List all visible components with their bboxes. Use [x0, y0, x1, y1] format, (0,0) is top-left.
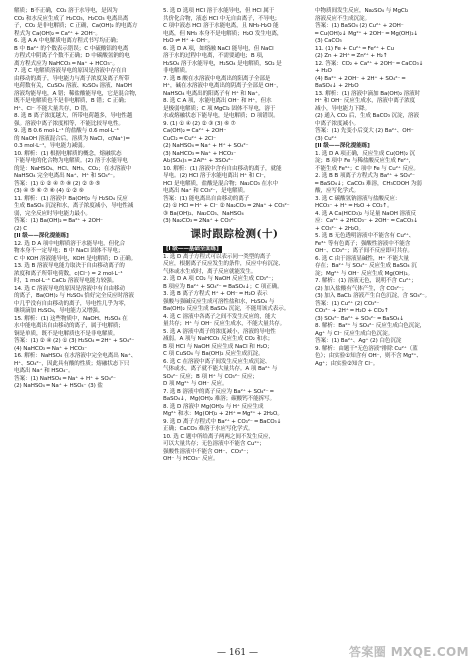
section-title: 课时跟踪检测(十) — [190, 227, 279, 240]
col2-top-line: Al₂(SO₄)₃ ═ 2Al³⁺ + 3SO₄²⁻ — [163, 158, 234, 164]
col1-line: 生成 BaSO₄ 沉淀和水，离子浓度减小，导电性减 — [14, 203, 134, 209]
col1-line: 7. 选 C 电解质溶液导电的原因是溶液中存在自 — [14, 68, 127, 74]
col1-line: 强。溶液中离子浓度相等，不能比较导电性。 — [14, 120, 124, 127]
col2-top-line: (3) Na₂CO₃ ═ 2Na⁺ + CO₃²⁻ — [163, 218, 236, 224]
col1-line: 溶液均能导电，A 错；稀盐酸能导电，它是混合物， — [14, 90, 141, 97]
col2-bottom-line: 8. 选 D 溶液中 Mg(OH)₂ 与 H⁺ 反应生成 — [163, 403, 264, 410]
col1-line: 6. 选 A A 中电解质电离方程式书写均正确； — [14, 38, 122, 44]
col1-line: (4) NaHCO₃ ═ Na⁺ + HCO₃⁻ — [14, 345, 88, 352]
col1-line: 8. 选 B 离子浓度越大，所带电荷越多，导电性越 — [14, 113, 133, 119]
level-banner: [I 级——基础全面练] — [163, 246, 222, 253]
col1-line: H⁺、SO₄²⁻，因此具有酸的性质；熔融状态下只 — [14, 360, 130, 367]
col1-line: (2) C — [14, 225, 28, 232]
col3-line: 减小，导电能力下降。 — [315, 105, 370, 112]
col1-line: 11. 解析：(1) 溶液中 Ba(OH)₂ 与 H₂SO₄ 反应 — [14, 195, 128, 202]
col2-top-line: NaHSO₄ 电离出的阳离子有 H⁺ 和 Na⁺。 — [163, 90, 264, 97]
col2-top-line: 电离出 Na⁺ 和 CO₃²⁻，是电解质。 — [163, 188, 249, 194]
col2-top-line: 溶于水的过程中电离，不需要通电；B 项， — [163, 53, 268, 59]
col1-line: C 中 KOH 溶液能导电，KOH 是电解质；D 正确。 — [14, 255, 137, 262]
col1-line: 下能导电的化合物为电解质。(2) 溶于水能导电 — [14, 158, 128, 164]
col3-line: 答案：(1) Ba²⁺、Ag⁺ (2) 白色沉淀 — [315, 338, 402, 344]
col2-top-line: ③ Ba(OH)₂、Na₂CO₃、NaHSO₄ — [163, 210, 244, 217]
col1-line: 16. 解析：NaHSO₄ 在水溶液中完全电离出 Na⁺、 — [14, 353, 137, 359]
col2-bottom-line: 3. 选 B 离子方程式 H⁺ + OH⁻ ═ H₂O 表示 — [163, 291, 268, 297]
col1-line: 9. 选 B 0.6 mol·L⁻¹ 的盐酸与 0.6 mol·L⁻¹ — [14, 128, 119, 134]
col2-top-line: 9. (1) ① ④ (2) ② ③ (3) ⑥ ⑦ — [163, 120, 236, 127]
col1-line: [II 级——深化提能练] — [14, 233, 69, 239]
col1-line: 物本身不一定导电；B 中 NaCl 固体不导电； — [14, 248, 124, 254]
col3-line: H⁺ 和 OH⁻ 反应生成水，溶液中离子浓度 — [315, 98, 416, 104]
col3-line: 12. 答案：CO₂ + Ca²⁺ + 2OH⁻ ═ CaCO₃↓ — [315, 60, 424, 67]
col2-top-line: CuCl₂ ═ Cu²⁺ + 2Cl⁻ — [163, 135, 217, 142]
col1-line: 浓度和离子所带电荷数，c(Cl⁻) = 2 mol·L⁻¹ — [14, 270, 123, 277]
col3-line: Ag⁺ 与 Cl⁻ 反应生成白色沉淀。 — [315, 330, 394, 337]
col2-bottom-line: D 项 Mg²⁺ 与 OH⁻ 反应。 — [163, 381, 228, 387]
col1-line: 答案：(1) ① ② ④ ⑦ ⑧ (2) ② ③ ⑤ — [14, 180, 101, 187]
col1-line: 13. 选 B 溶液导电能力取决于自由移动离子的 — [14, 263, 125, 269]
col2-bottom-line: B 项应为 Ba²⁺ + SO₄²⁻ ═ BaSO₄↓；C 项正确。 — [163, 283, 283, 290]
col1-line: 由移动的离子，导电能力与离子浓度及离子所带 — [14, 75, 130, 82]
col2-top-line: 是极弱电解质；C 项 MgCl₂ 固体不导电，溶于 — [163, 105, 276, 112]
col3-line: 答案：(1) Cu²⁺ (2) CO₃²⁻ — [315, 300, 380, 307]
col3-line: 11. (1) Fe + Cu²⁺ ═ Fe²⁺ + Cu — [315, 45, 394, 52]
col1-line: 答案：(1) ② ④ (2) ① (3) H₂SO₄ ═ 2H⁺ + SO₄²⁻ — [14, 338, 135, 344]
col1-line: CO₂ 和水反应生成了 H₂CO₃，H₂CO₃ 电离出离 — [14, 15, 129, 22]
col3-line: Ag⁺；由实验②知含 Cl⁻。 — [315, 360, 379, 367]
col3-line: [II 级——深化提能练] — [315, 143, 370, 149]
col2-bottom-line: 9. 选 D 离子方程式中 Ba²⁺ + CO₃²⁻ ═ BaCO₃↓ — [163, 418, 282, 425]
col1-line: 的离子，Ba(OH)₂ 与 H₂SO₄ 恰好完全反应时溶液 — [14, 293, 134, 299]
text-column-right — [315, 8, 458, 368]
col1-line: 离方程式应为 NaHCO₃ ═ Na⁺ + HCO₃⁻。 — [14, 60, 118, 67]
col2-bottom-line: 反应，根据离子反应发生的条件，反应中有沉淀、 — [163, 261, 284, 267]
col2-top-line: 电离，但 NH₃ 本身不是电解质；H₂O 发生电离， — [163, 30, 283, 37]
col3-line: 13. 解析：(1) 溶液中滴加 Ba(OH)₂ 溶液时 — [315, 90, 421, 97]
col1-line: 中几乎没有自由移动的离子，导电性几乎为零， — [14, 300, 130, 307]
col3-line: (2) Zn + 2H⁺ ═ Zn²⁺ + H₂↑ — [315, 53, 388, 59]
col2-top-line: 导电。(2) HCl 溶于水能电离出 H⁺ 和 Cl⁻， — [163, 173, 270, 179]
col3-line: (3) 加入 BaCl₂ 溶液产生白色沉淀，含 SO₄²⁻。 — [315, 293, 431, 299]
col2-bottom-line: 气体或水，离子就不能大量共存。A 项 Ba²⁺ 与 — [163, 366, 278, 372]
col2-bottom-line: 1. 选 D 离子方程式可以表示同一类型的离子 — [163, 253, 271, 260]
text-block-middle-bottom — [163, 254, 306, 464]
col2-top-line: 7. 选 B 酸在水溶液中电离出的阳离子全部是 — [163, 75, 271, 82]
col2-bottom-line: 6. 选 C 在溶液中离子间发生反应生成沉淀、 — [163, 358, 271, 365]
col1-line: 答案：(1) Ba(OH)₂ ═ Ba²⁺ + 2OH⁻ — [14, 218, 103, 224]
col1-line: 15. 解析：(1) 这些物质中，NaOH、H₂SO₄ 在 — [14, 315, 128, 322]
col2-top-line: 5. 选 D 选项 HCl 溶于水能导电，但 HCl 属于 — [163, 8, 275, 14]
col3-line: 3. 选 C 碳酸氢钠溶液与盐酸反应： — [315, 195, 401, 202]
col3-line: 6. 选 C 由于溶液显碱性，H⁺ 不能大量 — [315, 255, 410, 262]
col3-line: 存在；Ba²⁺ 与 SO₄²⁻ 反应生成 BaSO₄ 沉 — [315, 263, 417, 269]
col3-line: + CO₃²⁻ + 2H₂O。 — [315, 225, 364, 232]
page-number: — 161 — — [217, 648, 258, 658]
col3-line: 9. 解析：由题干"无色溶液"排除 Cu²⁺（蓝 — [315, 345, 418, 352]
col1-line: 的 NaOH 溶液混合后，溶质为 NaCl，c(Na⁺)= — [14, 135, 130, 142]
col3-line: ═ BaSO₄↓；CaCO₃ 难溶，CH₃COOH 为弱 — [315, 180, 422, 187]
col1-line: 子，CO₂ 是非电解质；C 正确，Ca(OH)₂ 的电离方 — [14, 23, 138, 29]
col3-line: 7. 解析：(1) 溶液无色，说明不含 Cu²⁺； — [315, 278, 417, 284]
col3-line: 淀；B 项中 Fe 与稀盐酸反应生成 Fe²⁺， — [315, 158, 415, 164]
col2-bottom-line: OH⁻ 与 HCO₃⁻ 反应。 — [163, 456, 219, 462]
col3-line: (4) Ba²⁺ + 2OH⁻ + 2H⁺ + SO₄²⁻ ═ — [315, 75, 406, 82]
col1-line: 解质；B不正确，CO₂ 溶于水导电，是因为 — [14, 8, 118, 14]
col3-line: 中物质间发生反应，Na₂SO₄ 与 MgCl₂ — [315, 8, 409, 14]
col2-bottom-line: 4. 选 C 溶液中各离子之间不发生反应的，能大 — [163, 313, 276, 320]
col1-line: 继续滴加 H₂SO₄，导电能力又增强。 — [14, 308, 104, 314]
col1-line: B 中 Ba²⁺ 的个数表示错误；C 中硫酸铝的电离 — [14, 45, 129, 52]
col2-bottom-line: Mg²⁺ 和水：Mg(OH)₂ + 2H⁺ ═ Mg²⁺ + 2H₂O。 — [163, 411, 283, 417]
col2-top-line: 6. 选 D A 项，如熔融 NaCl 能导电，但 NaCl — [163, 45, 274, 52]
col2-bottom-line: 强酸与强碱反应生成可溶性盐和水，H₂SO₄ 与 — [163, 298, 275, 305]
col2-bottom-line: 气体或水生成时，离子反应就能发生。 — [163, 268, 257, 275]
col2-bottom-line: 7. 选 B 溶液中的离子反应为 Ba²⁺ + SO₄²⁻ ═ — [163, 388, 274, 395]
col3-line: (3) Cu²⁺ — [315, 135, 337, 142]
col2-bottom-line: 5. 选 A 溶液中离子的浓度减小，溶液的导电性 — [163, 328, 276, 335]
col2-bottom-line: 强酸性溶液中不能含 OH⁻、CO₃²⁻； — [163, 448, 252, 455]
col1-line: 12. 选 D A 项中电解质溶于水能导电，但化合 — [14, 240, 126, 247]
col1-line: 时，1 mol·L⁻¹ CaCl₂ 溶液导电能力较强。 — [14, 278, 118, 284]
col2-top-line: C 项中液态 HCl 溶于水能电离，且 NH₃·H₂O 能 — [163, 23, 279, 29]
col3-line: 应：Ca²⁺ + 2HCO₃⁻ + 2OH⁻ ═ CaCO₃↓ — [315, 218, 418, 224]
col1-line: 程式为 Ca(OH)₂ ═ Ca²⁺ + 2OH⁻。 — [14, 30, 101, 37]
col3-line: ═ Cu(OH)₂↓ Mg²⁺ + 2OH⁻ ═ Mg(OH)₂↓ — [315, 30, 419, 37]
col3-line: 答案：(1) BaSO₄ (2) Cu²⁺ + 2OH⁻ — [315, 23, 404, 29]
col1-line: 10. 解析：(1) 根据电解质的概念，熔融状态 — [14, 150, 122, 157]
col2-bottom-line: 正确；CaCO₃ 难溶于水应写化学式。 — [163, 426, 254, 432]
col3-line: 答案：(1) 先变小后变大 (2) Ba²⁺、OH⁻ — [315, 128, 414, 134]
col2-top-line: (2) ① HCl ═ H⁺ + Cl⁻ ② Na₂CO₃ ═ 2Na⁺ + CO₃²⁻ — [163, 203, 290, 209]
col2-bottom-line: 量共存；H⁺ 与 OH⁻ 反应生成水，不能大量共存。 — [163, 321, 286, 327]
col1-line: 的是：NaHSO₄、HCl、NH₃、CO₂；在水溶液中 — [14, 165, 132, 172]
text-column-middle — [163, 8, 306, 464]
col2-top-line: H₂SO₄ 溶于水能导电，H₂SO₄ 是电解质，SO₂ 是 — [163, 60, 282, 67]
col3-line: 1. 选 D A 项正确，反应生成 Cu(OH)₂ 沉 — [315, 150, 416, 157]
col3-line: (2) 通入 CO₂ 后，生成 BaCO₃ 沉淀，溶液 — [315, 113, 420, 119]
col3-line: 5. 选 B 无色透明溶液中不能含有 Cu²⁺、 — [315, 233, 415, 239]
col2-bottom-line: SO₄²⁻ 反应；B 项 H⁺ 与 CO₃²⁻ 反应； — [163, 373, 258, 380]
text-column-left — [14, 8, 157, 391]
col3-line: 2. 选 B B 项离子方程式为 Ba²⁺ + SO₄²⁻ — [315, 173, 415, 179]
col3-line: (3) CaCO₃ — [315, 38, 342, 44]
col3-line: BaSO₄↓ + 2H₂O — [315, 83, 359, 89]
col3-line: 4. 选 A Ca(HCO₃)₂ 与足量 NaOH 溶液反 — [315, 210, 417, 217]
col1-line: (3) ④ ⑤ ⑥ ⑦ ⑧ (4) ① ② ⑨ — [14, 188, 84, 194]
col2-bottom-line: 2. 选 D A 项 CO₂ 与 NaOH 反应生成 CO₃²⁻； — [163, 276, 277, 282]
col2-top-line: H₂O ⇌ H⁺ + OH⁻。 — [163, 38, 214, 44]
col2-top-line: 10. 解析：(1) 溶液中含有自由移动的离子，就能 — [163, 165, 282, 172]
col2-top-line: (2) NaHSO₄ ═ Na⁺ + H⁺ + SO₄²⁻ — [163, 143, 249, 149]
col3-line: HCO₃⁻ + H⁺ ═ H₂O + CO₂↑。 — [315, 203, 393, 209]
col2-top-line: (3) NaHCO₃ ═ Na⁺ + HCO₃⁻ — [163, 150, 237, 157]
col1-line: NaHSO₄ 完全电离出 Na⁺、H⁺ 和 SO₄²⁻。 — [14, 173, 119, 179]
col1-line: (2) NaHSO₄ ═ Na⁺ + HSO₄⁻ (3) 盐 — [14, 383, 103, 389]
col1-line: 弱，完全反应时导电能力最小。 — [14, 210, 91, 217]
col1-line: 0.3 mol·L⁻¹，导电能力减弱。 — [14, 143, 89, 149]
col2-top-line: H⁺，碱在水溶液中电离出的阴离子全部是 OH⁻， — [163, 83, 282, 89]
col1-line: H⁺、Cl⁻ 不能大量共存，D 错。 — [14, 105, 92, 112]
col3-line: 酸，应写化学式。 — [315, 188, 359, 194]
col1-line: 电离出 Na⁺ 和 HSO₄⁻。 — [14, 368, 74, 374]
col3-line: 淀；Mg²⁺ 与 OH⁻ 反应生成 Mg(OH)₂。 — [315, 270, 413, 277]
col2-top-line: Ca(OH)₂ ═ Ca²⁺ + 2OH⁻ — [163, 128, 227, 134]
col2-top-line: 答案：(1) 能电离出自由移动的离子 — [163, 195, 250, 202]
col3-line: 溶液反应不生成沉淀。 — [315, 15, 370, 22]
col3-line: (2) 加入盐酸有气体产生，含 CO₃²⁻； — [315, 285, 408, 292]
col2-bottom-line: 10. 选 C 题中所给离子两两之间不发生反应， — [163, 433, 274, 440]
col1-line: 14. 选 C 溶液导电的原因是溶液中有自由移动 — [14, 285, 125, 292]
col2-bottom-line: BaSO₄↓，Mg(OH)₂ 难溶；碳酸钙不能拆写。 — [163, 396, 276, 402]
col2-bottom-line: C 项 CuSO₄ 与 Ba(OH)₂ 反应生成沉淀。 — [163, 351, 264, 357]
col3-line: CO₃²⁻ + 2H⁺ ═ H₂O + CO₂↑ — [315, 308, 389, 314]
col3-line: + H₂O — [315, 68, 332, 74]
col3-line: OH⁻、CO₃²⁻；离子间不反应即可共存。 — [315, 248, 413, 254]
col1-line: 水中能电离出自由移动的离子，属于电解质； — [14, 323, 124, 329]
col3-line: 不能生成 Fe³⁺；C 项中 Fe 与 Cu²⁺ 反应。 — [315, 165, 419, 172]
col2-bottom-line: Ba(OH)₂ 反应生成 BaSO₄ 沉淀，不能用该式表示。 — [163, 306, 290, 312]
col2-top-line: 非电解质。 — [163, 68, 191, 74]
col2-bottom-line: 可以大量共存；无色溶液中不能含 Cu²⁺； — [163, 441, 265, 447]
col1-line: 答案：(1) NaHSO₄ ═ Na⁺ + H⁺ + SO₄²⁻ — [14, 375, 116, 382]
watermark-logo: 答案圈 MXQE.COM — [348, 645, 469, 659]
col3-line: 8. 解析：Ba²⁺ 与 SO₄²⁻ 反应生成白色沉淀， — [315, 323, 426, 329]
col2-bottom-line: B 项 HCl 与 NaOH 反应生成 NaCl 和 H₂O； — [163, 343, 273, 350]
col1-line: 既不是电解质也不是非电解质，B 错；C 正确； — [14, 98, 130, 104]
col1-line: 方程式中阴离子个数不正确；D 中碳酸氢钠的电 — [14, 53, 130, 59]
col3-line: 色）；由实验①知含有 OH⁻，则不含 Mg²⁺、 — [315, 353, 422, 359]
col2-top-line: 共价化合物，液态 HCl 中无自由离子，不导电； — [163, 15, 281, 22]
text-block-middle-top — [163, 8, 306, 226]
col2-top-line: 水或熔融状态下能导电，是电解质；D 项错误。 — [163, 113, 279, 119]
col3-line: (3) SO₄²⁻ Ba²⁺ + SO₄²⁻ ═ BaSO₄↓ — [315, 315, 404, 322]
col2-bottom-line: 减弱。A 项与 NaHCO₃ 反应生成 CO₂ 和水； — [163, 336, 274, 342]
col1-line: 铜是单质，既不是电解质也不是非电解质。 — [14, 330, 119, 337]
col1-line: 电荷数有关，CuSO₄ 溶液、K₂SO₄ 溶液、NaOH — [14, 83, 132, 89]
col2-top-line: 8. 选 C A 项，水能电离出 OH⁻ 和 H⁺，但水 — [163, 98, 272, 104]
col2-top-line: HCl 是电解质，盐酸是混合物；Na₂CO₃ 在水中 — [163, 180, 278, 187]
col3-line: Fe³⁺ 等有色离子；强酸性溶液中不能含 — [315, 240, 411, 247]
col3-line: 中离子浓度减小。 — [315, 120, 359, 127]
